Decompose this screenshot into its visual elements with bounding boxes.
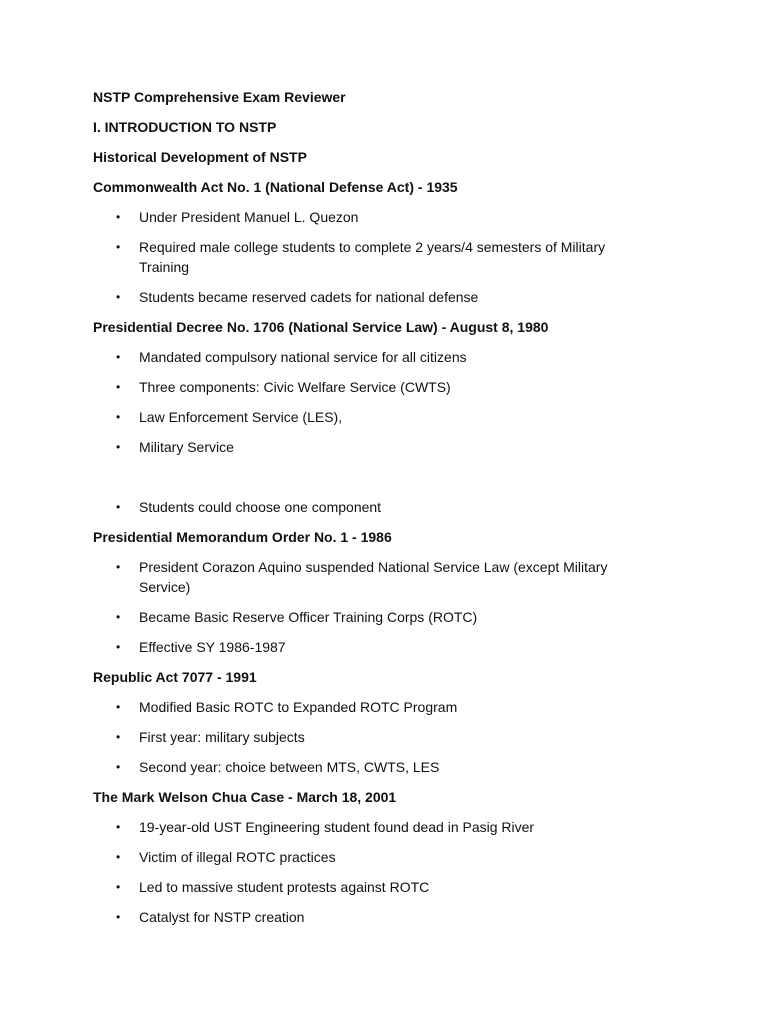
list-item-text: President Corazon Aquino suspended National Service Law (except Military Service) <box>139 559 608 595</box>
list-item-text: Law Enforcement Service (LES), <box>139 409 343 425</box>
bullet-icon: • <box>116 910 121 924</box>
bullet-list <box>93 207 653 307</box>
list-item-text: Three components: Civic Welfare Service (CWTS) <box>139 379 451 395</box>
list-item <box>93 817 653 837</box>
bullet-icon: • <box>116 760 121 774</box>
list-item-text: Students became reserved cadets for national defense <box>139 289 479 305</box>
list-item <box>93 207 653 227</box>
document-page <box>93 87 653 937</box>
bullet-icon: • <box>116 610 121 624</box>
list-item <box>93 497 653 517</box>
list-item <box>93 557 653 597</box>
bullet-icon: • <box>116 440 121 454</box>
bullet-list <box>93 817 653 927</box>
bullet-list <box>93 697 653 777</box>
list-item-text: 19-year-old UST Engineering student found dead in Pasig River <box>139 819 535 835</box>
bullet-icon: • <box>116 700 121 714</box>
section-heading: I. INTRODUCTION TO NSTP <box>93 119 277 135</box>
list-item-text: Students could choose one component <box>139 499 382 515</box>
list-item-text: Required male college students to complete 2 years/4 semesters of Military Training <box>139 239 606 275</box>
block-heading: The Mark Welson Chua Case - March 18, 2001 <box>93 789 397 805</box>
block-heading: Presidential Decree No. 1706 (National Service Law) - August 8, 1980 <box>93 319 549 335</box>
bullet-icon: • <box>116 880 121 894</box>
bullet-icon: • <box>116 560 121 574</box>
list-item-text: Mandated compulsory national service for all citizens <box>139 349 467 365</box>
subsection-heading: Historical Development of NSTP <box>93 149 307 165</box>
list-item <box>93 757 653 777</box>
list-item <box>93 607 653 627</box>
bullet-list <box>93 347 653 457</box>
list-item <box>93 437 653 457</box>
list-item <box>93 727 653 747</box>
list-item-text: Effective SY 1986-1987 <box>139 639 286 655</box>
bullet-icon: • <box>116 500 121 514</box>
bullet-icon: • <box>116 640 121 654</box>
bullet-icon: • <box>116 210 121 224</box>
list-item <box>93 287 653 307</box>
list-item <box>93 877 653 897</box>
list-item <box>93 697 653 717</box>
list-item <box>93 237 653 277</box>
list-item-text: First year: military subjects <box>139 729 305 745</box>
bullet-icon: • <box>116 240 121 254</box>
bullet-icon: • <box>116 350 121 364</box>
list-item-text: Second year: choice between MTS, CWTS, LES <box>139 759 440 775</box>
blank-spacer <box>93 467 653 497</box>
list-item-text: Under President Manuel L. Quezon <box>139 209 359 225</box>
list-item-text: Modified Basic ROTC to Expanded ROTC Program <box>139 699 458 715</box>
document-title: NSTP Comprehensive Exam Reviewer <box>93 89 346 105</box>
list-item-text: Led to massive student protests against ROTC <box>139 879 430 895</box>
bullet-list <box>93 557 653 657</box>
list-item <box>93 377 653 397</box>
list-item <box>93 347 653 367</box>
bullet-list <box>93 497 653 517</box>
bullet-icon: • <box>116 730 121 744</box>
bullet-icon: • <box>116 820 121 834</box>
list-item-text: Victim of illegal ROTC practices <box>139 849 336 865</box>
list-item <box>93 407 653 427</box>
bullet-icon: • <box>116 410 121 424</box>
block-heading: Commonwealth Act No. 1 (National Defense Act) - 1935 <box>93 179 458 195</box>
list-item <box>93 907 653 927</box>
list-item-text: Catalyst for NSTP creation <box>139 909 305 925</box>
bullet-icon: • <box>116 290 121 304</box>
block-heading: Republic Act 7077 - 1991 <box>93 669 257 685</box>
bullet-icon: • <box>116 380 121 394</box>
block-heading: Presidential Memorandum Order No. 1 - 1986 <box>93 529 392 545</box>
list-item <box>93 847 653 867</box>
list-item-text: Military Service <box>139 439 234 455</box>
list-item-text: Became Basic Reserve Officer Training Corps (ROTC) <box>139 609 478 625</box>
bullet-icon: • <box>116 850 121 864</box>
list-item <box>93 637 653 657</box>
